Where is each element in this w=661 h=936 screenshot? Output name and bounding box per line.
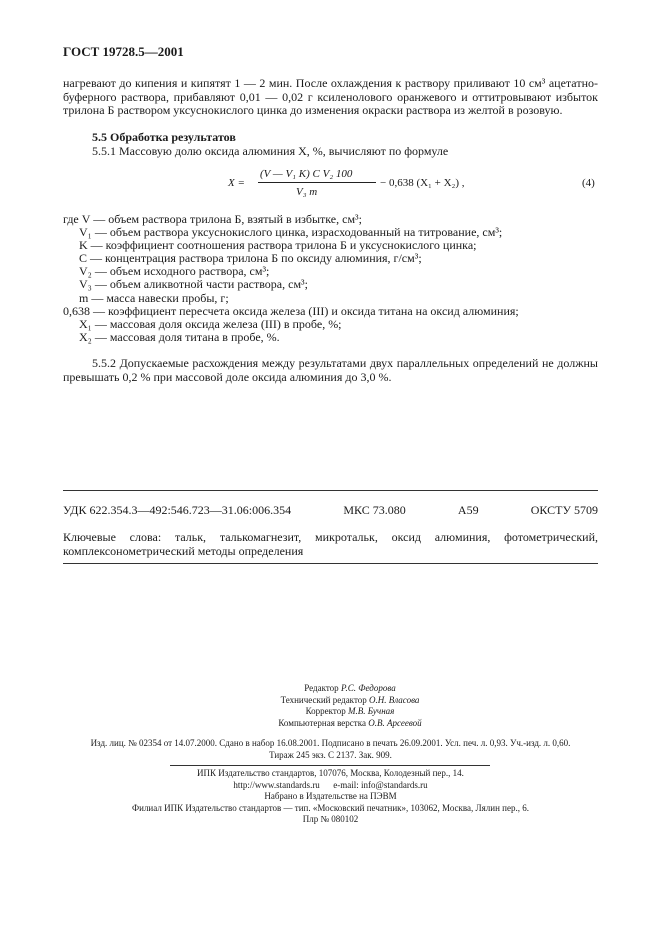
group-code: А59 (457, 503, 479, 517)
okstu-code: ОКСТУ 5709 (530, 503, 598, 517)
formula-number: (4) (582, 177, 595, 189)
imprint-line: Тираж 245 экз. С 2137. Зак. 909. (269, 749, 392, 760)
variables-legend (63, 213, 519, 344)
publisher-line: Филиал ИПК Издательство стандартов — тип. «Московский печатник», 103062, Москва, Лялин пер., 6. (132, 802, 529, 813)
paragraph-5-5-1: 5.5.1 Массовую долю оксида алюминия X, %, вычисляют по формуле (92, 144, 449, 158)
credit-line: Компьютерная верстка О.В. Арсеевой (278, 717, 422, 728)
udc-code: УДК 622.354.3—492:546.723—31.06:006.354 (63, 503, 292, 517)
legend-line: m — масса навески пробы, г; (79, 290, 229, 305)
keywords: Ключевые слова: тальк, талькомагнезит, микротальк, оксид алюминия, фотометрический, комплексонометрический методы определения (63, 530, 598, 558)
legend-line: V₂ — объем исходного раствора, см³; (79, 264, 270, 279)
legend-line: X₁ — массовая доля оксида железа (III) в пробе, %; (79, 316, 342, 331)
fraction-bar (258, 182, 376, 183)
formula-numerator: (V — V₁ K) C V₂ 100 (260, 168, 353, 180)
mks-code: МКС 73.080 (343, 503, 406, 517)
credits-block (150, 683, 550, 729)
publisher-line: http://www.standards.ru e-mail: info@standards.ru (233, 779, 428, 790)
publisher-block (63, 768, 598, 826)
publisher-line: Плр № 080102 (302, 814, 359, 825)
credit-line: Корректор М.В. Бучная (305, 706, 395, 717)
legend-line: где V — объем раствора трилона Б, взятый в избытке, см³; (63, 212, 362, 226)
document-header: ГОСТ 19728.5—2001 (63, 44, 184, 59)
legend-line: C — концентрация раствора трилона Б по оксиду алюминия, г/см³; (79, 251, 422, 266)
divider-publisher (170, 765, 490, 766)
divider-top (63, 490, 598, 491)
paragraph-titration: нагревают до кипения и кипятят 1 — 2 мин. После охлаждения к раствору приливают 10 см³ ацетатно-буферного раствора, прибавляют 0,01 — 0,02 г ксиленолового оранжевого и оттитровывают избыток трилона Б раствором уксуснокислого цинка до изменения окраски раствора из желтой в розовую. (63, 76, 598, 118)
legend-line: 0,638 — коэффициент пересчета оксида железа (III) и оксида титана на оксид алюминия; (63, 303, 519, 318)
credit-line: Редактор Р.С. Федорова (304, 683, 396, 693)
formula-tail: − 0,638 (X₁ + X₂) , (380, 177, 465, 189)
formula-lhs: X = (228, 177, 245, 189)
divider-bottom (63, 563, 598, 564)
formula-4 (228, 166, 613, 206)
legend-line: V₃ — объем аликвотной части раствора, см³; (79, 277, 308, 292)
classification-row (63, 503, 598, 518)
imprint-block (63, 738, 598, 761)
publisher-line: Набрано в Издательстве на ПЭВМ (264, 791, 397, 802)
credit-line: Технический редактор О.Н. Власова (280, 694, 420, 705)
publisher-line: ИПК Издательство стандартов, 107076, Москва, Колодезный пер., 14. (197, 768, 464, 778)
paragraph-5-5-2: 5.5.2 Допускаемые расхождения между результатами двух параллельных определений не должны превышать 0,2 % при массовой доле оксида алюминия до 3,0 %. (63, 356, 598, 384)
section-title: 5.5 Обработка результатов (92, 130, 236, 144)
legend-line: V₁ — объем раствора уксуснокислого цинка, израсходованный на титрование, см³; (79, 225, 503, 240)
imprint-line: Изд. лиц. № 02354 от 14.07.2000. Сдано в набор 16.08.2001. Подписано в печать 26.09.2001. Усл. печ. л. 0,93. Уч.-изд. л. 0,60. (90, 738, 571, 748)
formula-denominator: V₃ m (296, 186, 318, 198)
legend-line: K — коэффициент соотношения раствора трилона Б и уксуснокислого цинка; (79, 238, 477, 253)
legend-line: X₂ — массовая доля титана в пробе, %. (79, 329, 280, 344)
